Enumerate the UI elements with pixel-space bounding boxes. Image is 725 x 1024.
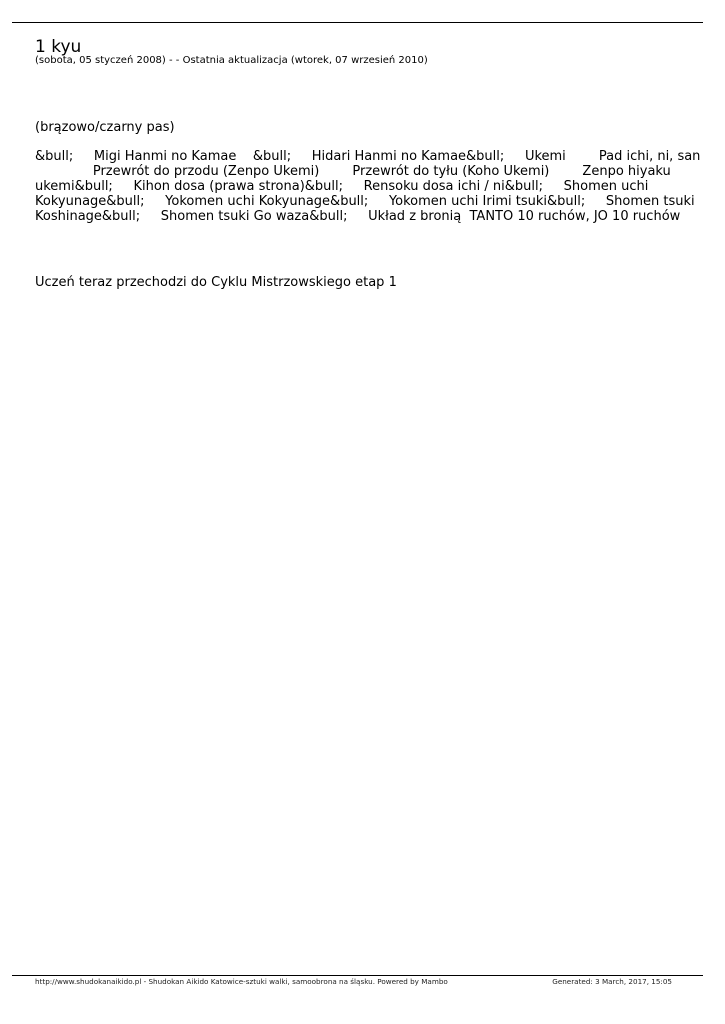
- footer-url-text: http://www.shudokanaikido.pl - Shudokan Aikido Katowice-sztuki walki, samoobrona na śląsku.: [35, 977, 375, 986]
- footer-site-url: [35, 977, 448, 986]
- curriculum-line: ukemi&bull; Kihon dosa (prawa strona)&bull; Rensoku dosa ichi / ni&bull; Shomen uchi: [35, 179, 649, 194]
- footer-generated-date: Generated: 3 March, 2017, 15:05: [552, 977, 672, 986]
- article-dates: (sobota, 05 styczeń 2008) - - Ostatnia aktualizacja (wtorek, 07 wrzesień 2010): [35, 55, 428, 66]
- footer-powered-text: Powered by Mambo: [377, 977, 448, 986]
- curriculum-line: Kokyunage&bull; Yokomen uchi Kokyunage&bull; Yokomen uchi Irimi tsuki&bull; Shomen tsuki: [35, 194, 695, 209]
- header-divider: [12, 22, 703, 23]
- next-stage-text: Uczeń teraz przechodzi do Cyklu Mistrzowskiego etap 1: [35, 275, 397, 290]
- curriculum-line: &bull; Migi Hanmi no Kamae &bull; Hidari Hanmi no Kamae&bull; Ukemi Pad ichi, ni, san: [35, 149, 701, 164]
- curriculum-line: Przewrót do przodu (Zenpo Ukemi) Przewrót do tyłu (Koho Ukemi) Zenpo hiyaku: [35, 164, 671, 179]
- page-title: 1 kyu: [35, 37, 82, 57]
- belt-level: (brązowo/czarny pas): [35, 120, 175, 135]
- footer-divider: [12, 975, 703, 976]
- curriculum-text: [35, 149, 701, 224]
- curriculum-line: Koshinage&bull; Shomen tsuki Go waza&bull; Układ z bronią TANTO 10 ruchów, JO 10 ruchów: [35, 209, 681, 224]
